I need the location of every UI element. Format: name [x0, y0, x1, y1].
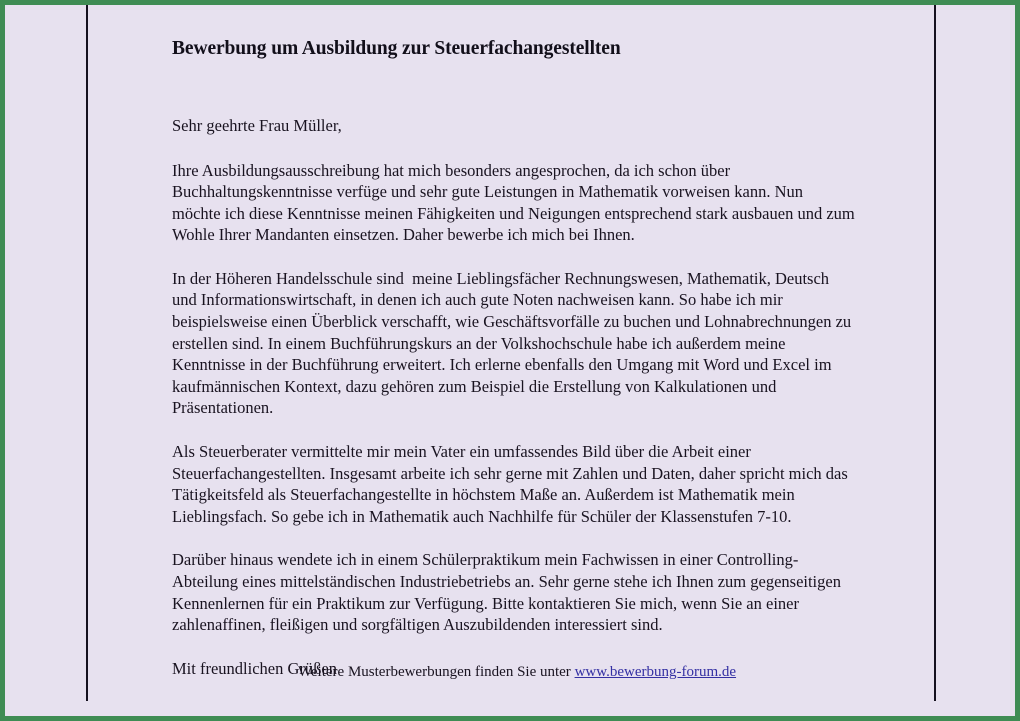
left-margin-rule	[86, 5, 88, 701]
document-sheet	[5, 5, 1015, 716]
closing-line: Mit freundlichen Grüßen	[172, 658, 337, 678]
body-paragraph-1: Ihre Ausbildungsausschreibung hat mich besonders angesprochen, da ich schon über Buchhaltungskenntnisse verfüge und sehr gute Leistungen in Mathematik vorweisen kann. Nun möchte ich diese Kenntnisse meinen Fähigkeiten und Neigungen entsprechend stark ausbauen und zum Wohle Ihrer Mandanten einsetzen. Daher bewerbe ich mich bei Ihnen.	[172, 160, 859, 245]
body-paragraph-2: In der Höheren Handelsschule sind meine Lieblingsfächer Rechnungswesen, Mathematik, Deutsch und Informationswirtschaft, in denen ich auch gute Noten nachweisen kann. So habe ich mir beispielsweise einen Überblick verschafft, wie Geschäftsvorfälle zu buchen und Lohnabrechnungen zu erstellen sind. In einem Buchführungskurs an der Volkshochschule habe ich außerdem meine Kenntnisse in der Buchführung erweitert. Ich erlerne ebenfalls den Umgang mit Word und Excel im kaufmännischen Kontext, dazu gehören zum Beispiel die Erstellung von Kalkulationen und Präsentationen.	[172, 268, 856, 418]
right-margin-rule	[934, 5, 936, 701]
footer-note-text: Weitere Musterbewerbungen finden Sie unter	[297, 664, 575, 680]
salutation: Sehr geehrte Frau Müller,	[172, 116, 342, 135]
footer-note	[172, 664, 862, 681]
body-paragraph-4: Darüber hinaus wendete ich in einem Schülerpraktikum mein Fachwissen in einer Controlling-Abteilung eines mittelständischen Industriebetriebs an. Sehr gerne stehe ich Ihnen zum gegenseitigen Kennenlernen für ein Praktikum zur Verfügung. Bitte kontaktieren Sie mich, wenn Sie an einer zahlenaffinen, fleißigen und sorgfältigen Auszubildenden interessiert sind.	[172, 550, 846, 635]
document-content	[172, 5, 862, 716]
bewerbung-forum-link[interactable]: www.bewerbung-forum.de	[574, 664, 737, 680]
letter-body	[172, 115, 859, 679]
body-paragraph-3: Als Steuerberater vermittelte mir mein Vater ein umfassendes Bild über die Arbeit einer Steuerfachangestellten. Insgesamt arbeite ich sehr gerne mit Zahlen und Daten, daher spricht mich das Tätigkeitsfeld als Steuerfachangestellte in höchstem Maße an. Außerdem ist Mathematik mein Lieblingsfach. So gebe ich in Mathematik auch Nachhilfe für Schüler der Klassenstufen 7-10.	[172, 442, 852, 526]
page-title: Bewerbung um Ausbildung zur Steuerfachangestellten	[172, 38, 621, 59]
